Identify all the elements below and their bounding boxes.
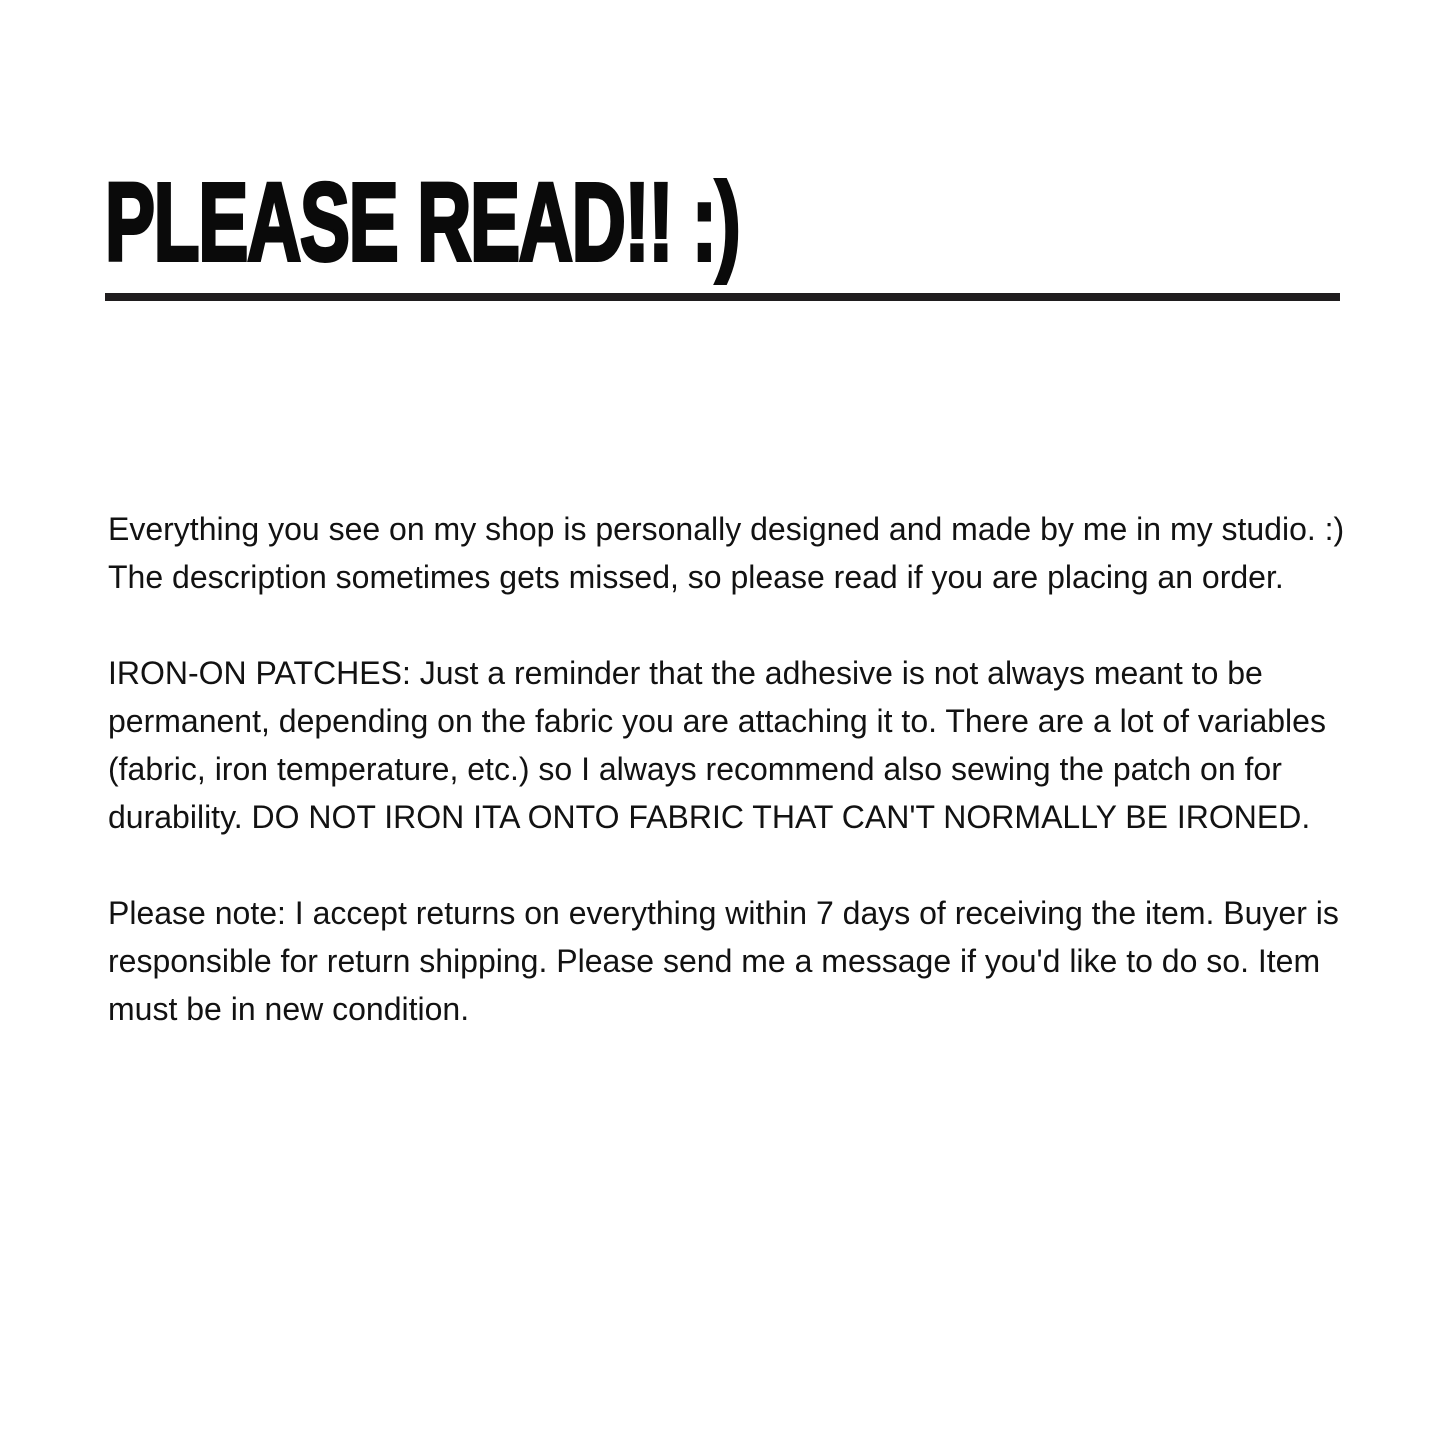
title-underline [105,293,1340,301]
page-title: PLEASE READ!! :) [105,161,740,284]
paragraph-shop-intro: Everything you see on my shop is personally designed and made by me in my studio. :) The description sometimes gets missed, so please read if you are placing an order. [108,511,1345,595]
body-text [108,505,1358,1033]
paragraph-returns-policy: Please note: I accept returns on everything within 7 days of receiving the item. Buyer is responsible for return shipping. Please send me a message if you'd like to do so. Item must be in new condition. [108,895,1339,1027]
paragraph-iron-on-patches: IRON-ON PATCHES: Just a reminder that the adhesive is not always meant to be permanent, depending on the fabric you are attaching it to. There are a lot of variables (fabric, iron temperature, etc.) so I always recommend also sewing the patch on for durability. DO NOT IRON ITA ONTO FABRIC THAT CAN'T NORMALLY BE IRONED. [108,655,1326,835]
